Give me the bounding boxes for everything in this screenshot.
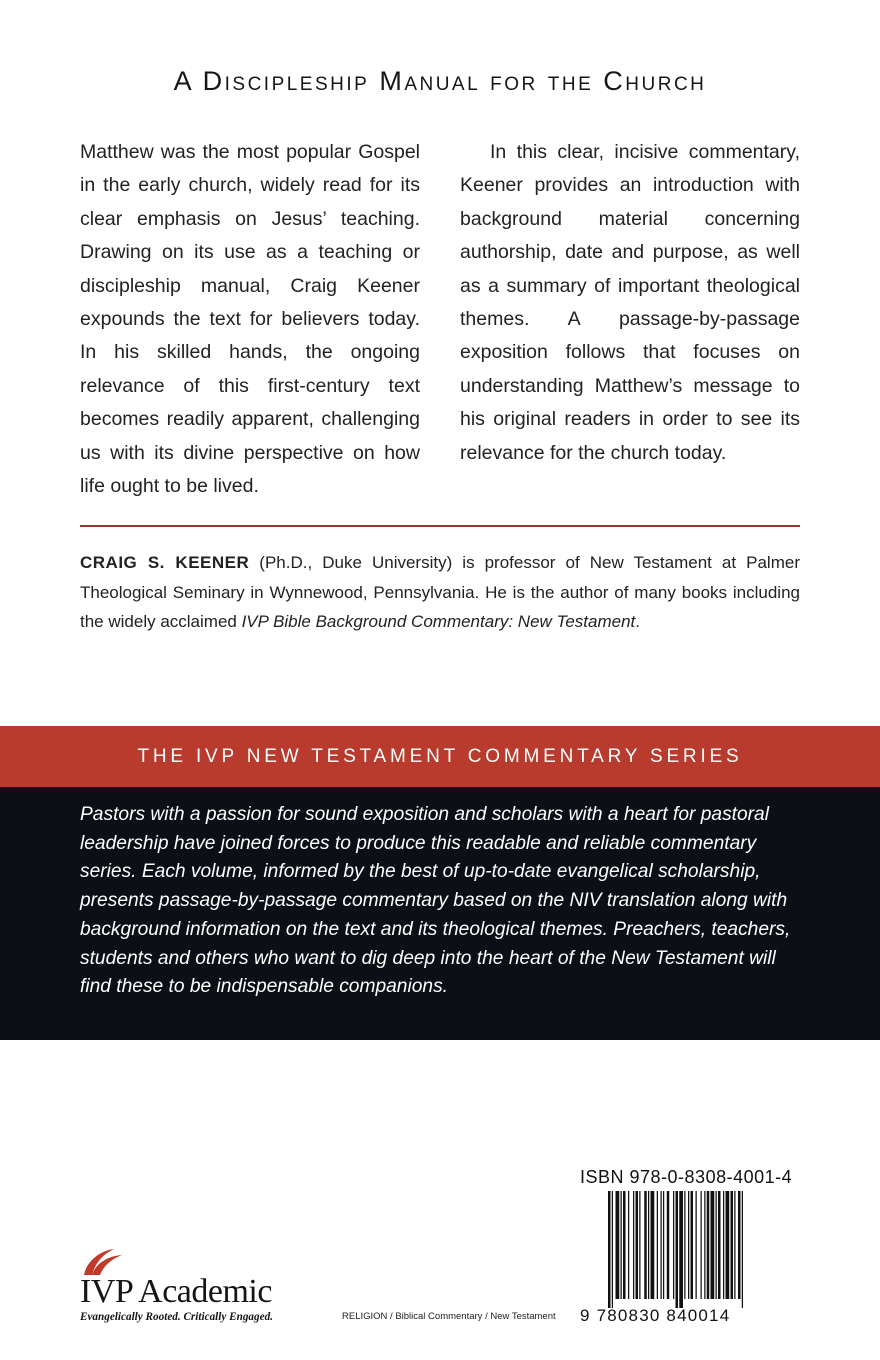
author-bio-text: (Ph.D., Duke University) is professor of New Testament at Palmer Theological Seminary in Wynnewood, Pennsylvania. He is the author of many books including the widely acclaimed <box>80 553 800 631</box>
publisher-tagline: Evangelically Rooted. Critically Engaged. <box>80 1311 273 1323</box>
publisher-logo <box>80 1245 310 1325</box>
section-divider <box>80 525 800 527</box>
isbn-number: ISBN 978-0-8308-4001-4 <box>580 1167 793 1187</box>
series-banner <box>0 726 880 787</box>
isbn-block <box>580 1167 795 1337</box>
barcode-digits: 9 780830 840014 <box>580 1306 731 1325</box>
description-right-column: In this clear, incisive commentary, Keener provides an introduction with background material concerning authorship, date and purpose, as well as a summary of important theological themes. A passage-by-passage exposition follows that focuses on understanding Matthew’s message to his original readers in order to see its relevance for the church today. <box>460 141 800 464</box>
publisher-logo-text: IVP Academic <box>80 1273 272 1310</box>
author-name: CRAIG S. KEENER <box>80 553 250 572</box>
author-bio-end: . <box>635 612 641 631</box>
series-description-panel <box>0 787 880 1040</box>
barcode <box>608 1191 790 1308</box>
description-left-column: Matthew was the most popular Gospel in the early church, widely read for its clear emphasis on Jesus’ teaching. Drawing on its use as a teaching or discipleship manual, Craig Keener expounds the text for believers today. In his skilled hands, the ongoing relevance of this first-century text becomes readily apparent, challenging us with its divine perspective on how life ought to be lived. <box>80 141 420 498</box>
author-bio <box>80 548 800 637</box>
series-title: THE IVP NEW TESTAMENT COMMENTARY SERIES <box>137 746 743 767</box>
series-description: Pastors with a passion for sound exposition and scholars with a heart for pastoral leadership have joined forces to produce this readable and reliable commentary series. Each volume, informed by the best of up-to-date evangelical scholarship, presents passage-by-passage commentary based on the NIV translation along with background information on the text and its theological themes. Preachers, teachers, students and others who want to dig deep into the heart of the New Testament will find these to be indispensable companions. <box>80 804 791 998</box>
cover-heading: A Discipleship Manual for the Church <box>173 66 707 96</box>
acclaimed-book-title: IVP Bible Background Commentary: New Testament <box>241 612 636 631</box>
book-category: RELIGION / Biblical Commentary / New Testament <box>342 1311 556 1322</box>
